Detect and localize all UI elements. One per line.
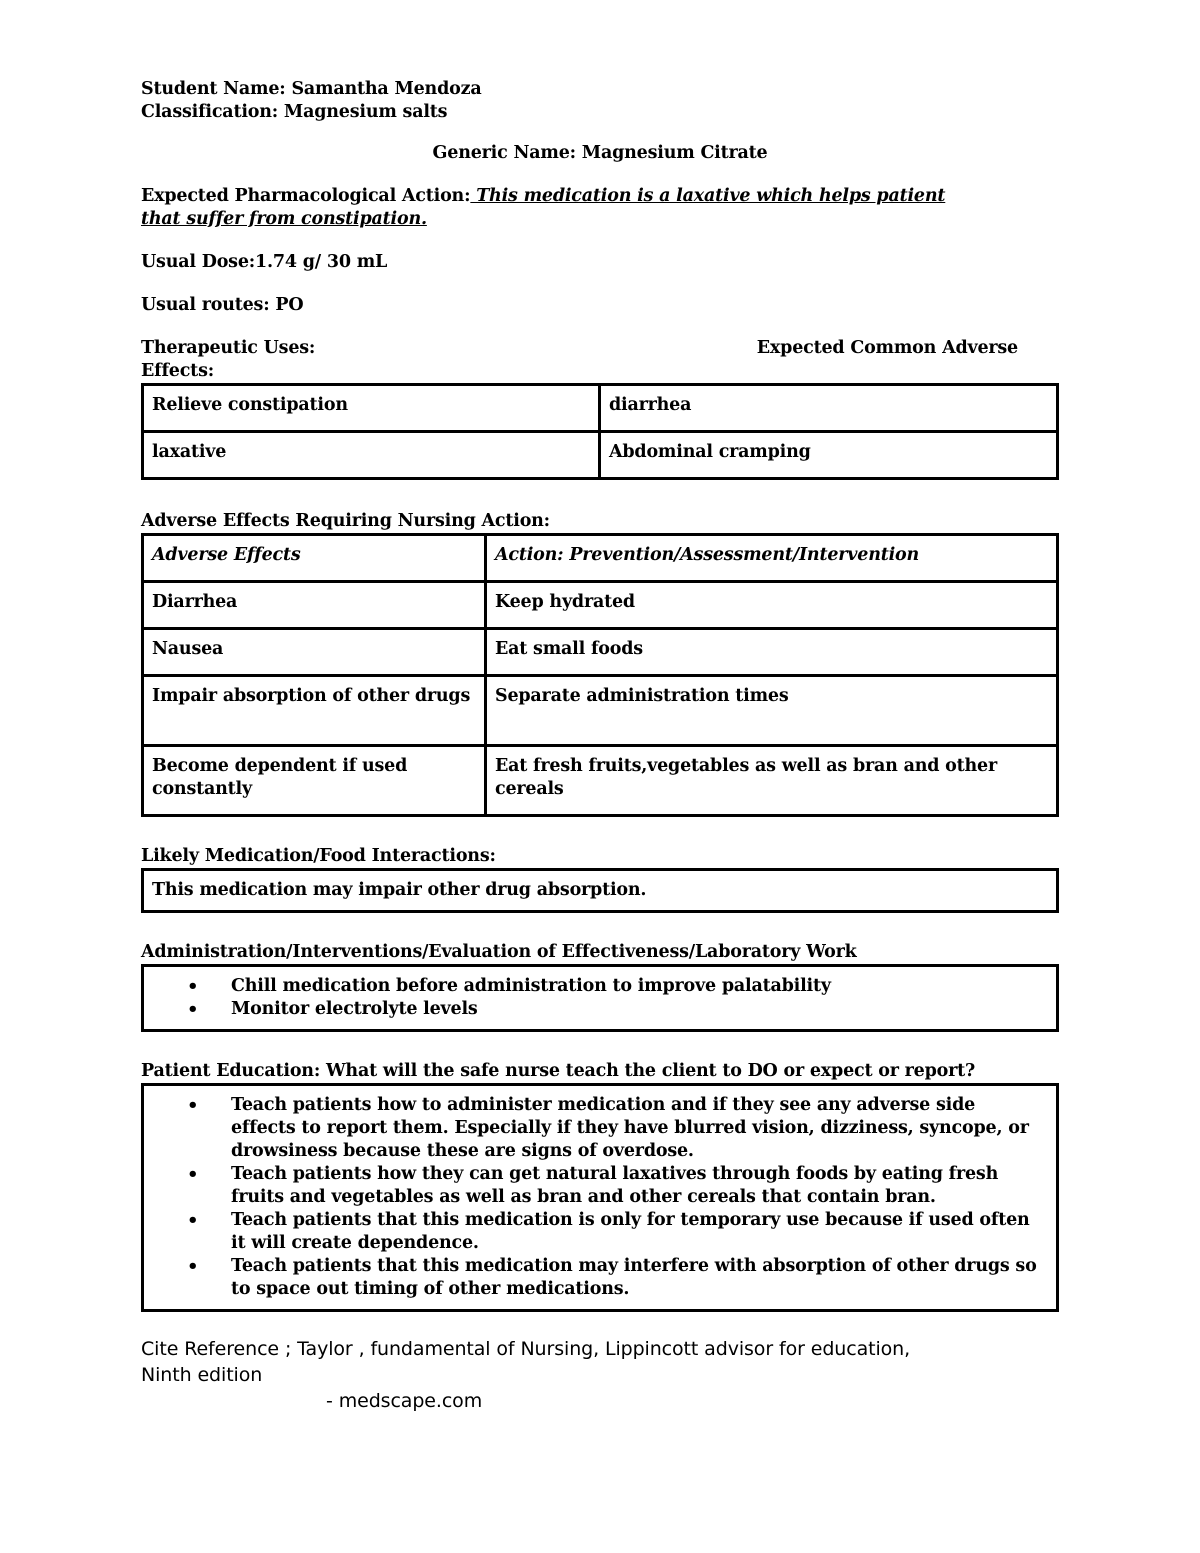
table-row: [143, 582, 1058, 629]
list-item: • Teach patients that this medication may interfere with absorption of other drugs so to space out timing of other medications.: [152, 1255, 1042, 1301]
adverse-effect-cell: Diarrhea: [143, 582, 486, 629]
adverse-effect-cell: Abdominal cramping: [600, 432, 1058, 479]
pharm-action-block: [141, 185, 1059, 231]
nursing-action-cell: Separate administration times: [486, 676, 1058, 746]
therapeutic-table: [141, 383, 1059, 480]
education-list: [152, 1094, 1042, 1301]
column-header-adverse-effects: Adverse Effects: [143, 535, 486, 582]
table-row: [143, 432, 1058, 479]
table-row: [143, 746, 1058, 816]
usual-dose: Usual Dose:1.74 g/ 30 mL: [141, 252, 388, 272]
interactions-box: [141, 868, 1059, 913]
administration-label: Administration/Interventions/Evaluation of Effectiveness/Laboratory Work: [141, 942, 857, 962]
list-item: • Teach patients that this medication is only for temporary use because if used often it will create dependence.: [152, 1209, 1042, 1255]
administration-box: [141, 964, 1059, 1032]
nursing-action-label: Adverse Effects Requiring Nursing Action:: [141, 511, 550, 531]
education-label: Patient Education: What will the safe nurse teach the client to DO or expect or report?: [141, 1061, 976, 1081]
nursing-action-cell: Eat small foods: [486, 629, 1058, 676]
therapeutic-header: [141, 337, 1059, 383]
pharm-action-text-2: that suffer from constipation.: [141, 209, 427, 229]
nursing-action-cell: Keep hydrated: [486, 582, 1058, 629]
table-row: [143, 385, 1058, 432]
adverse-effect-cell: Become dependent if used constantly: [143, 746, 486, 816]
interactions-label: Likely Medication/Food Interactions:: [141, 846, 496, 866]
therapeutic-uses-label: Therapeutic Uses:: [141, 338, 316, 358]
adverse-effect-cell: diarrhea: [600, 385, 1058, 432]
nursing-action-table: [141, 533, 1059, 817]
pharm-action-label: Expected Pharmacological Action:: [141, 186, 471, 206]
reference-line-1: Cite Reference ; Taylor , fundamental of Nursing, Lippincott advisor for education,: [141, 1338, 911, 1360]
usual-routes: Usual routes: PO: [141, 295, 304, 315]
reference-line-2: Ninth edition: [141, 1364, 263, 1386]
list-item: • Teach patients how to administer medication and if they see any adverse side effects to report them. Especially if they have blurred vision, dizziness, syncope, or drowsiness because these are signs of overdose.: [152, 1094, 1042, 1163]
adverse-effects-label: Expected Common Adverse: [756, 338, 1018, 358]
drug-card-page: [141, 78, 1059, 1414]
adverse-effect-cell: Impair absorption of other drugs: [143, 676, 486, 746]
student-name: Student Name: Samantha Mendoza: [141, 79, 482, 99]
reference-line-3: - medscape.com: [326, 1390, 483, 1412]
therapeutic-use-cell: Relieve constipation: [143, 385, 600, 432]
interactions-text: This medication may impair other drug absorption.: [152, 880, 647, 900]
nursing-action-cell: Eat fresh fruits,vegetables as well as bran and other cereals: [486, 746, 1058, 816]
list-item: • Chill medication before administration to improve palatability: [152, 975, 1048, 998]
column-header-action: Action: Prevention/Assessment/Intervention: [486, 535, 1058, 582]
education-box: [141, 1083, 1059, 1312]
generic-name: Generic Name: Magnesium Citrate: [432, 143, 768, 163]
list-item: • Teach patients how they can get natural laxatives through foods by eating fresh fruits and vegetables as well as bran and other cereals that contain bran.: [152, 1163, 1042, 1209]
adverse-effect-cell: Nausea: [143, 629, 486, 676]
pharm-action-text-1: This medication is a laxative which helps patient: [470, 186, 946, 206]
effects-label: Effects:: [141, 361, 214, 381]
reference-block: [141, 1336, 1059, 1414]
classification: Classification: Magnesium salts: [141, 102, 448, 122]
therapeutic-use-cell: laxative: [143, 432, 600, 479]
list-item: • Monitor electrolyte levels: [152, 998, 1048, 1021]
table-row: [143, 629, 1058, 676]
administration-list: [152, 975, 1048, 1021]
table-header-row: [143, 535, 1058, 582]
table-row: [143, 676, 1058, 746]
